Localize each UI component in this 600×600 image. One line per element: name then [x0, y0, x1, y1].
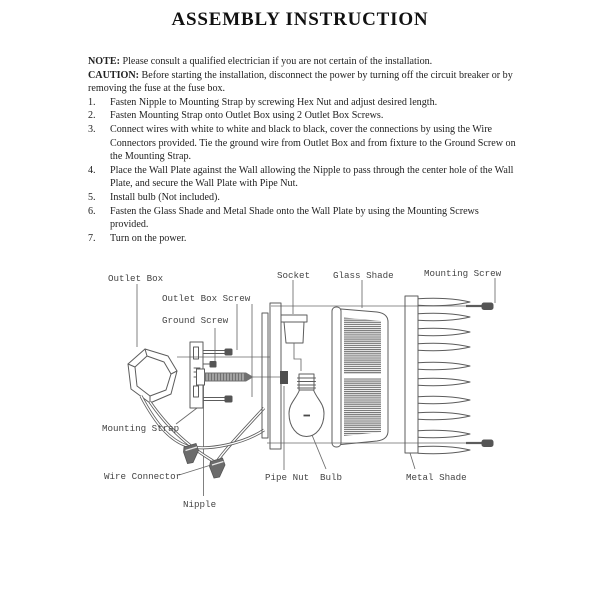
wall-plate-drawing [262, 303, 281, 449]
label-ground-screw: Ground Screw [162, 315, 229, 326]
label-mounting-screw: Mounting Screw [424, 268, 502, 279]
nipple-drawing [197, 369, 254, 385]
label-pipe-nut: Pipe Nut [265, 472, 310, 483]
label-wire-connector: Wire Connector [104, 471, 182, 482]
label-glass-shade: Glass Shade [333, 270, 394, 281]
label-metal-shade: Metal Shade [406, 472, 467, 483]
step-item: Fasten Mounting Strap onto Outlet Box using 2 Outlet Box Screws. [110, 110, 384, 122]
label-socket: Socket [277, 270, 311, 281]
step-item: Fasten the Glass Shade and Metal Shade onto the Wall Plate by using the Mounting Screws provided. [110, 205, 479, 231]
label-outlet-box-screw: Outlet Box Screw [162, 293, 251, 304]
socket-drawing [281, 315, 307, 371]
label-mounting-strap: Mounting Strap [102, 423, 180, 434]
step-item: Connect wires with white to white and black to black, cover the connections by using the Wire Connectors provided. Tie the ground wire from Outlet Box and from fixture to the Ground Screw on the Mounting Strap. [110, 123, 516, 163]
caution-text: Before starting the installation, disconnect the power by turning off the circuit breaker or by removing the fuse at the fuse box. [88, 69, 513, 95]
metal-shade-drawing [405, 296, 470, 454]
note-label: NOTE: [88, 56, 120, 67]
bulb-drawing [289, 374, 324, 437]
step-item: Fasten Nipple to Mounting Strap by screwing Hex Nut and adjust desired length. [110, 96, 438, 108]
caution-label: CAUTION: [88, 69, 140, 81]
ground-screw-drawing [203, 361, 217, 368]
mounting-screws-drawing [466, 303, 494, 448]
label-outlet-box: Outlet Box [108, 273, 164, 284]
page-title: ASSEMBLY INSTRUCTION [171, 9, 429, 30]
pipe-nut-drawing [280, 371, 288, 384]
step-item: Install bulb (Not included). [110, 191, 220, 203]
note-text: Please consult a qualified electrician if you are not certain of the installation. [119, 56, 433, 67]
label-nipple: Nipple [183, 499, 217, 510]
glass-shade-drawing [332, 307, 388, 447]
step-item: Place the Wall Plate against the Wall allowing the Nipple to pass through the center hole of the Wall Plate, and secure the Wall Plate with Pipe Nut. [110, 164, 514, 190]
step-item: Turn on the power. [110, 232, 187, 244]
label-bulb: Bulb [320, 472, 343, 483]
outlet-box-drawing [128, 349, 177, 403]
